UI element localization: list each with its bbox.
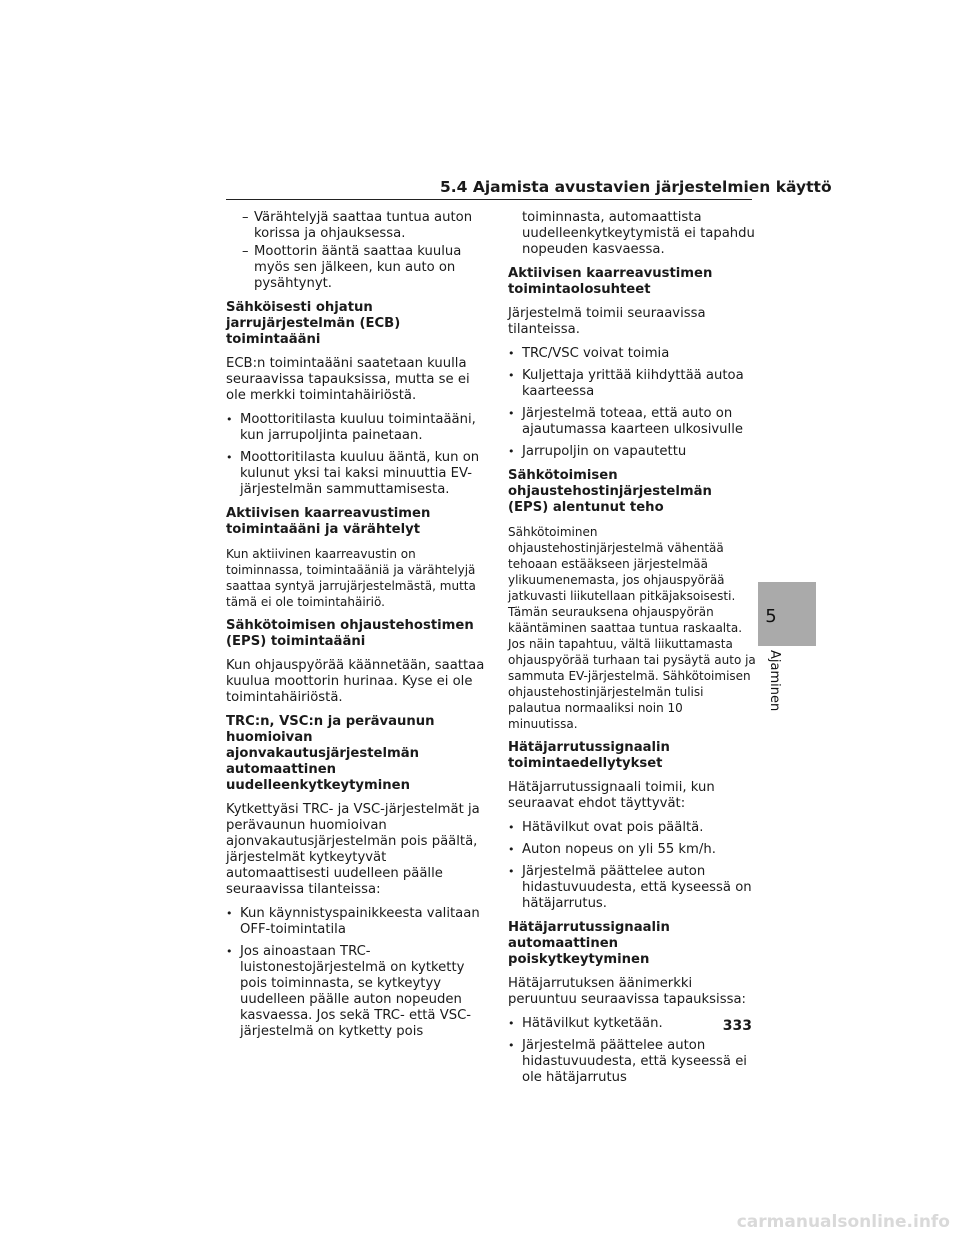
left-column: [226, 210, 486, 1048]
list-item: • Moottoritilasta kuuluu ääntä, kun on kulunut yksi tai kaksi minuuttia EV-järjestelmän sammuttamisesta.: [226, 450, 486, 498]
list-item: • Kuljettaja yrittää kiihdyttää autoa kaarteessa: [508, 368, 756, 400]
list-item: • TRC/VSC voivat toimia: [508, 346, 756, 362]
paragraph: Järjestelmä toimii seuraavissa tilanteissa.: [508, 306, 706, 337]
paragraph: ECB:n toimintaääni saatetaan kuulla seuraavissa tapauksissa, mutta se ei ole merkki toimintahäiriöstä.: [226, 356, 470, 403]
bullet-list: [226, 906, 486, 1040]
watermark-text: carmanualsonline.info: [736, 1212, 950, 1232]
heading-active-cornering-sound: Aktiivisen kaarreavustimen toimintaääni ja värähtelyt: [226, 506, 431, 537]
bullet-list: [508, 820, 756, 912]
list-item: • Moottoritilasta kuuluu toimintaääni, kun jarrupoljinta painetaan.: [226, 412, 486, 444]
list-item: • Järjestelmä päättelee auton hidastuvuudesta, että kyseessä on hätäjarrutus.: [508, 864, 756, 912]
list-item: • Järjestelmä päättelee auton hidastuvuudesta, että kyseessä ei ole hätäjarrutus: [508, 1038, 756, 1086]
list-item: • Järjestelmä toteaa, että auto on ajautumassa kaarteen ulkosivulle: [508, 406, 756, 438]
paragraph: Kun aktiivinen kaarreavustin on toiminnassa, toimintaääniä ja värähtelyjä saattaa syntyä jarrujärjestelmästä, mutta tämä ei ole toimintahäiriö.: [226, 547, 476, 609]
chapter-label: Ajaminen: [767, 650, 782, 712]
chapter-number: 5: [765, 606, 777, 627]
dash-item: – Värähtelyjä saattaa tuntua auton korissa ja ohjauksessa.: [226, 210, 486, 242]
list-item: • Hätävilkut ovat pois päältä.: [508, 820, 756, 836]
dash-list: [226, 210, 486, 292]
paragraph: Kun ohjauspyörää käännetään, saattaa kuulua moottorin hurinaa. Kyse ei ole toimintahäiriöstä.: [226, 658, 485, 705]
right-column: [508, 210, 756, 1094]
heading-eps-sound: Sähkötoimisen ohjaustehostimen (EPS) toimintaääni: [226, 618, 474, 649]
paragraph: Hätäjarrutussignaali toimii, kun seuraavat ehdot täyttyvät:: [508, 780, 715, 811]
heading-trc-vsc-reengage: TRC:n, VSC:n ja perävaunun huomioivan ajonvakautusjärjestelmän automaattinen uudelleenkytkeytyminen: [226, 714, 435, 793]
paragraph: Sähkötoiminen ohjaustehostinjärjestelmä vähentää tehoaan estääkseen järjestelmää ylikuumenemasta, jos ohjauspyörää jatkuvasti liikutellaan pitkäjaksoisesti. Tämän seurauksena ohjauspyörän kääntäminen saattaa tuntua raskaalta. Jos näin tapahtuu, vältä liikuttamasta ohjauspyörää turhaan tai pysäytä auto ja sammuta EV-järjestelmä. Sähkötoimisen ohjaustehostinjärjestelmän tulisi palautua normaaliksi noin 10 minuutissa.: [508, 525, 756, 731]
dash-item: – Moottorin ääntä saattaa kuulua myös sen jälkeen, kun auto on pysähtynyt.: [226, 244, 486, 292]
list-item: • Auton nopeus on yli 55 km/h.: [508, 842, 756, 858]
heading-active-cornering-conditions: Aktiivisen kaarreavustimen toimintaolosuhteet: [508, 266, 713, 297]
list-item: • Kun käynnistyspainikkeesta valitaan OFF-toimintatila: [226, 906, 486, 938]
list-item: • Hätävilkut kytketään.: [508, 1016, 756, 1032]
page-number: 333: [722, 1018, 752, 1034]
heading-emergency-brake-conditions: Hätäjarrutussignaalin toimintaedellytykset: [508, 740, 670, 771]
continued-text: toiminnasta, automaattista uudelleenkytkeytymistä ei tapahdu nopeuden kasvaessa.: [522, 210, 755, 257]
heading-emergency-brake-auto-off: Hätäjarrutussignaalin automaattinen poiskytkeytyminen: [508, 920, 670, 967]
heading-ecb-sound: Sähköisesti ohjatun jarrujärjestelmän (ECB) toimintaääni: [226, 300, 401, 347]
header-rule: [226, 199, 752, 200]
section-header: 5.4 Ajamista avustavien järjestelmien käyttö: [440, 178, 832, 196]
list-item: • Jos ainoastaan TRC-luistonestojärjestelmä on kytketty pois toiminnasta, se kytkeytyy uudelleen päälle auton nopeuden kasvaessa. Jos sekä TRC- että VSC-järjestelmä on kytketty pois: [226, 944, 486, 1040]
paragraph: Hätäjarrutuksen äänimerkki peruuntuu seuraavissa tapauksissa:: [508, 976, 746, 1007]
bullet-list: [508, 346, 756, 460]
list-item: • Jarrupoljin on vapautettu: [508, 444, 756, 460]
heading-eps-reduced-power: Sähkötoimisen ohjaustehostinjärjestelmän (EPS) alentunut teho: [508, 468, 712, 515]
paragraph: Kytkettyäsi TRC- ja VSC-järjestelmät ja perävaunun huomioivan ajonvakautusjärjestelmän pois päältä, järjestelmät kytkeytyvät automaattisesti uudelleen päälle seuraavissa tilanteissa:: [226, 802, 480, 897]
bullet-list: [226, 412, 486, 498]
